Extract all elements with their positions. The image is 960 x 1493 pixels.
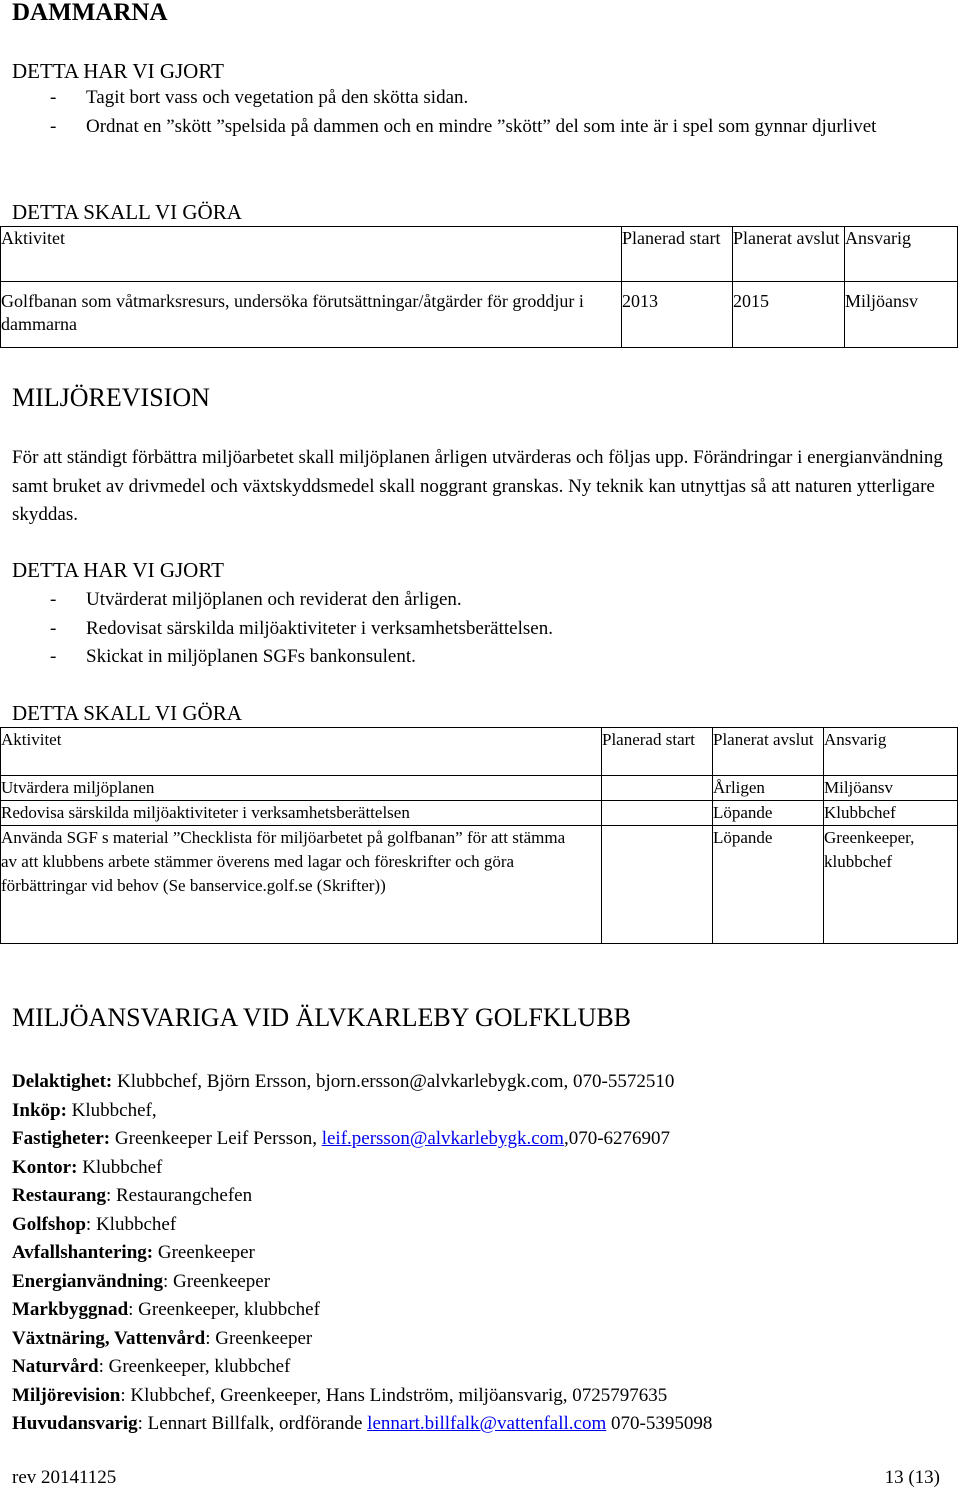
role-phone: ,070-6276907: [563, 1128, 671, 1149]
cell-start: 2013: [622, 282, 733, 348]
done-heading: DETTA HAR VI GJORT: [12, 558, 224, 582]
role-label: Energianvändning: [12, 1270, 163, 1292]
intro-paragraph: För att ständigt förbättra miljöarbetet skall miljöplanen årligen utvärderas och följas upp. Förändringar i energianvändning samt bruket av drivmedel och växtskyddsmedel skall noggrant granskas. Ny teknik kan utnyttjas så att naturen ytterligare skyddas.: [12, 447, 943, 525]
cell-activity: Utvärdera miljöplanen: [1, 776, 602, 801]
role-text: : Klubbchef: [85, 1213, 177, 1235]
header-end: Planerat avslut: [713, 728, 824, 776]
role-line: [12, 1268, 956, 1297]
role-text: Greenkeeper Leif Persson,: [110, 1128, 322, 1149]
cell-start: [602, 776, 713, 801]
role-text: : Klubbchef, Greenkeeper, Hans Lindström, miljöansvarig, 0725797635: [120, 1384, 668, 1406]
role-label: Delaktighet:: [12, 1071, 113, 1092]
todo-heading: DETTA SKALL VI GÖRA: [12, 200, 242, 224]
role-label: Växtnäring, Vattenvård: [12, 1327, 206, 1349]
activity-table: [0, 226, 958, 348]
role-line: [12, 1154, 956, 1183]
role-text: Klubbchef, Björn Ersson, bjorn.ersson@alvkarlebygk.com, 070-5572510: [112, 1071, 675, 1092]
role-line: [12, 1296, 956, 1325]
table-row: [1, 801, 958, 826]
role-text: : Greenkeeper, klubbchef: [128, 1299, 320, 1320]
cell-end: 2015: [733, 282, 845, 348]
header-activity: Aktivitet: [1, 728, 602, 776]
cell-activity: Golfbanan som våtmarksresurs, undersöka förutsättningar/åtgärder för groddjur i dammarna: [1, 282, 622, 348]
section-title-miljoansvariga: MILJÖANSVARIGA VID ÄLVKARLEBY GOLFKLUBB: [12, 1003, 631, 1032]
cell-start: [602, 826, 713, 944]
done-list: [12, 84, 956, 141]
role-line: [12, 1182, 956, 1211]
role-line: [12, 1353, 956, 1382]
role-line: [12, 1325, 956, 1354]
roles-list: [12, 1068, 956, 1439]
cell-responsible: Klubbchef: [824, 801, 958, 826]
role-label: Miljörevision: [12, 1384, 121, 1406]
role-text: : Greenkeeper: [163, 1270, 271, 1292]
cell-end: Löpande: [713, 801, 824, 826]
role-text: Klubbchef,: [66, 1099, 157, 1121]
role-label: Inköp:: [12, 1099, 67, 1121]
role-phone: 070-5395098: [606, 1413, 713, 1434]
header-start: Planerad start: [622, 227, 733, 282]
role-label: Restaurang: [12, 1185, 106, 1206]
role-label: Kontor:: [12, 1156, 78, 1178]
done-list: [12, 586, 956, 672]
role-text: Klubbchef: [77, 1156, 163, 1178]
header-start: Planerad start: [602, 728, 713, 776]
table-row: [1, 282, 958, 348]
role-label: Fastigheter:: [12, 1128, 111, 1149]
role-line: [12, 1125, 956, 1154]
role-text: : Greenkeeper, klubbchef: [98, 1356, 291, 1377]
todo-heading: DETTA SKALL VI GÖRA: [12, 701, 242, 725]
cell-end: Löpande: [713, 826, 824, 944]
list-item: - Redovisat särskilda miljöaktiviteter i verksamhetsberättelsen.: [50, 617, 553, 639]
email-link[interactable]: leif.persson@alvkarlebygk.com: [321, 1128, 564, 1149]
page-number: 13 (13): [884, 1467, 940, 1488]
header-end: Planerat avslut: [733, 227, 845, 282]
done-heading: DETTA HAR VI GJORT: [12, 59, 224, 83]
role-label: Markbyggnad: [12, 1299, 129, 1320]
table-row: [1, 826, 958, 944]
role-text: Greenkeeper: [153, 1242, 255, 1263]
role-line: [12, 1382, 956, 1411]
activity-table: [0, 727, 958, 944]
section-title-miljorevision: MILJÖREVISION: [12, 383, 210, 412]
header-responsible: Ansvarig: [824, 728, 958, 776]
revision-label: rev 20141125: [12, 1467, 117, 1488]
email-link[interactable]: lennart.billfalk@vattenfall.com: [367, 1413, 607, 1434]
list-item: - Tagit bort vass och vegetation på den skötta sidan.: [50, 87, 469, 108]
cell-end: Årligen: [713, 776, 824, 801]
role-label: Golfshop: [12, 1213, 86, 1235]
cell-responsible: Miljöansv: [824, 776, 958, 801]
section-title-dammarna: DAMMARNA: [12, 0, 168, 26]
role-text: : Lennart Billfalk, ordförande: [137, 1413, 368, 1434]
role-text: : Greenkeeper: [205, 1327, 313, 1349]
header-responsible: Ansvarig: [845, 227, 958, 282]
list-item: - Ordnat en ”skött ”spelsida på dammen och en mindre ”skött” del som inte är i spel som gynnar djurlivet: [50, 115, 877, 137]
cell-activity: Redovisa särskilda miljöaktiviteter i verksamhetsberättelsen: [1, 801, 602, 826]
role-line: [12, 1097, 956, 1126]
role-line: [12, 1068, 956, 1097]
role-line: [12, 1211, 956, 1240]
cell-responsible: Greenkeeper, klubbchef: [824, 826, 958, 944]
role-text: : Restaurangchefen: [105, 1185, 253, 1206]
page-footer: [12, 1465, 940, 1491]
header-activity: Aktivitet: [1, 227, 622, 282]
table-header-row: [1, 728, 958, 776]
cell-activity: Använda SGF s material ”Checklista för miljöarbetet på golfbanan” för att stämma av att klubbens arbete stämmer överens med lagar och föreskrifter och göra förbättringar vid behov (Se banservice.golf.se (Skrifter)): [1, 826, 602, 944]
cell-responsible: Miljöansv: [845, 282, 958, 348]
role-line: [12, 1239, 956, 1268]
cell-start: [602, 801, 713, 826]
role-label: Avfallshantering:: [12, 1242, 154, 1263]
table-row: [1, 776, 958, 801]
list-item: - Skickat in miljöplanen SGFs bankonsulent.: [50, 646, 416, 667]
table-header-row: [1, 227, 958, 282]
role-line: [12, 1410, 956, 1439]
role-label: Naturvård: [12, 1356, 99, 1377]
role-label: Huvudansvarig: [12, 1413, 138, 1434]
list-item: - Utvärderat miljöplanen och reviderat den årligen.: [50, 589, 462, 610]
